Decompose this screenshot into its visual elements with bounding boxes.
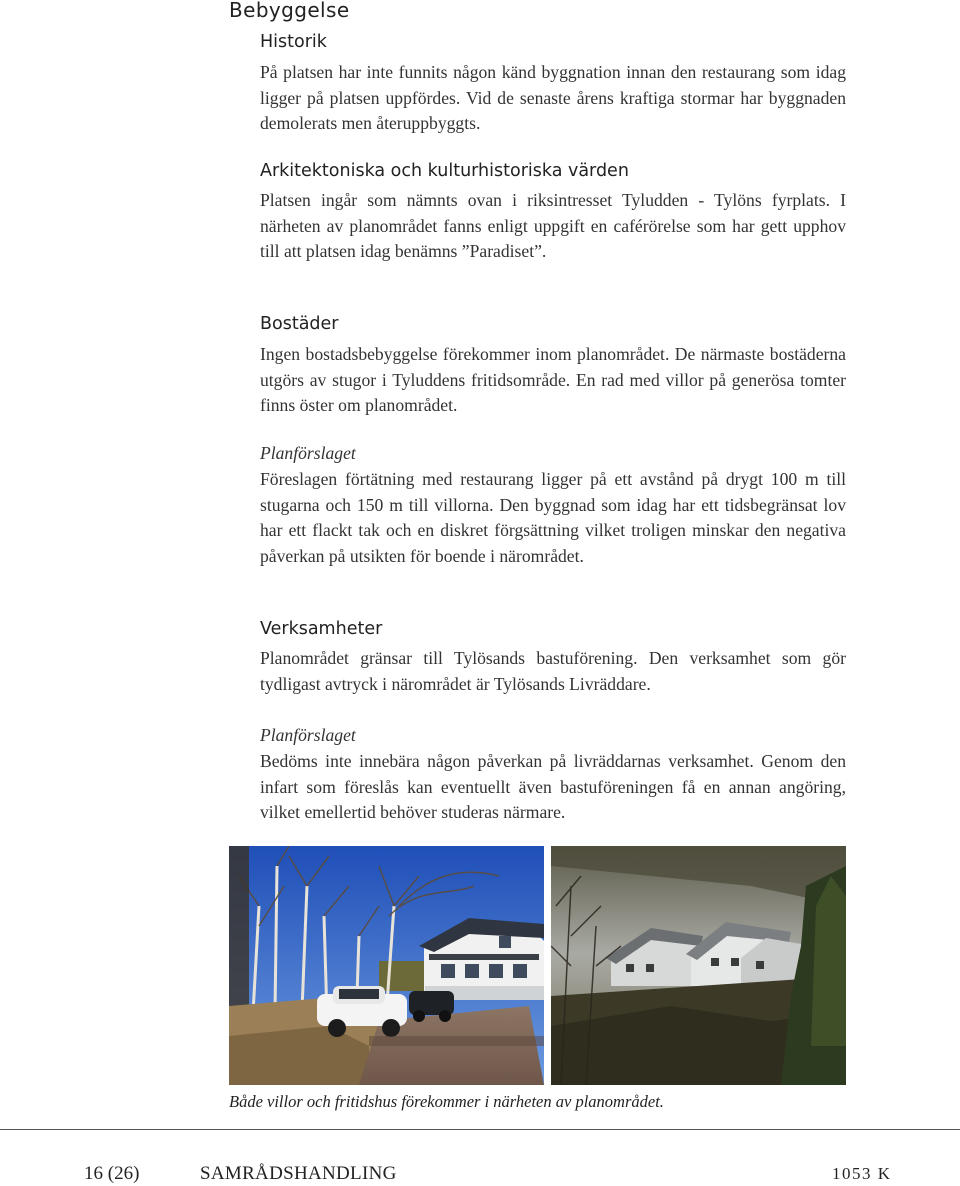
bostader-heading: Bostäder <box>260 314 339 334</box>
bostader-text: Ingen bostadsbebyggelse förekommer inom planområdet. De närmaste bostäderna utgörs av stugor i Tyluddens fritidsområde. En rad med villor på generösa tomter finns öster om planområdet. <box>260 344 846 415</box>
verksamheter-heading: Verksamheter <box>260 619 383 639</box>
verksamheter-planforslaget-text: Bedöms inte innebära någon påverkan på livräddarnas verksamhet. Genom den infart som föreslås kan eventuellt även bastuföreningen få en annan angöring, vilket emellertid behöver studeras närmare. <box>260 751 846 822</box>
page-number: 16 (26) <box>84 1163 140 1184</box>
bostader-planforslaget-text: Föreslagen förtätning med restaurang ligger på ett avstånd på drygt 100 m till stugarna och 150 m till villorna. Den byggnad som idag har ett tidsbegränsat lov har ett flackt tak och en diskret förgsättning vilket troligen minskar den negativa påverkan på utsikten för boende i närområdet. <box>260 469 846 566</box>
photo-villas <box>229 846 544 1085</box>
photo-cottages <box>551 846 846 1085</box>
photo-cottages-illustration <box>551 846 846 1085</box>
historik-heading: Historik <box>260 32 327 52</box>
footer-divider <box>0 1129 960 1130</box>
historik-text: På platsen har inte funnits någon känd byggnation innan den restaurang som idag ligger på platsen uppfördes. Vid de senaste årens kraftiga stormar har byggnaden demolerats men återuppbyggts. <box>260 62 846 133</box>
bostader-planforslaget-heading: Planförslaget <box>260 443 356 463</box>
document-type: SAMRÅDSHANDLING <box>200 1163 397 1184</box>
document-code: 1053 K <box>832 1164 892 1183</box>
verksamheter-text: Planområdet gränsar till Tylösands bastuförening. Den verksamhet som gör tydligast avtryck i närområdet är Tylösands Livräddare. <box>260 648 846 694</box>
arkitektoniska-heading: Arkitektoniska och kulturhistoriska värden <box>260 161 629 181</box>
section-heading: Bebyggelse <box>229 0 350 22</box>
photo-villas-illustration <box>229 846 544 1085</box>
photo-caption: Både villor och fritidshus förekommer i närheten av planområdet. <box>229 1092 664 1111</box>
verksamheter-planforslaget-heading: Planförslaget <box>260 725 356 745</box>
arkitektoniska-text: Platsen ingår som nämnts ovan i riksintresset Tyludden - Tylöns fyrplats. I närheten av planområdet fanns enligt uppgift en caférörelse som har gett upphov till att platsen idag benämns ”Paradiset”. <box>260 190 846 261</box>
